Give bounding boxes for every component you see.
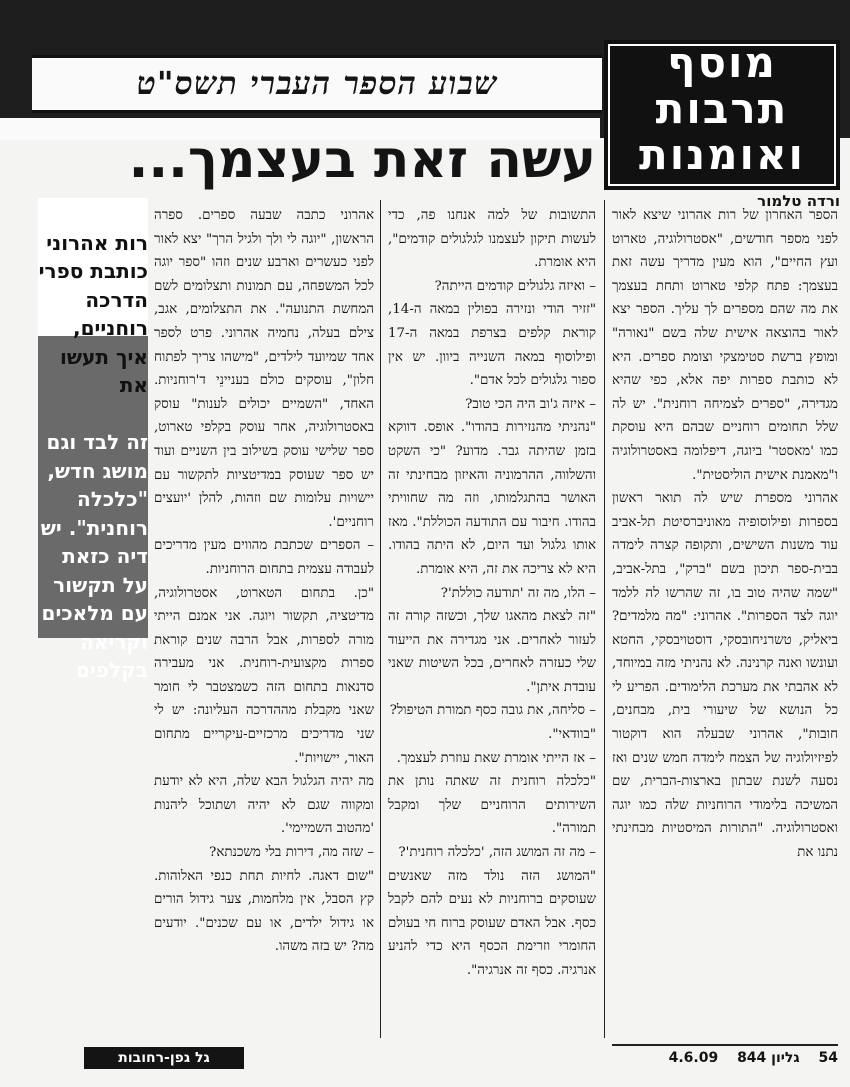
- article-column-1: הספר האחרון של רות אהרוני שיצא לאור לפני מספר חודשים, "אסטרולוגיה, טארוט ועץ החיים", הוא מעין מדריך עשה זאת בעצמך: פתח קלפי טארוט ותחת בעצמך את מה שהם מספרים לך עליך. הספר יצא לאור בהוצאה אישית שלה בשם "נאורה" ומופץ ברשת סטימצקי וצומת ספרים. היא לא כותבת ספרות יפה אלא, כפי שהיא מגדירה, "ספרים לצמיחה רוחנית". יש לה שלל תחומים רוחניים שבהם היא עוסקת כמו 'מאסטר' ביוגה, דיפלומה באסטרולוגיה ו"מאמנת אישית הוליסטית". אהרוני מספרת שיש לה תואר ראשון בספרות ופילוסופיה מאוניברסיטת תל-אביב עוד משנות השישים, ותקופה קצרה לימדה בבית-ספר תיכון בשם "ברק", בתל-אביב, "שמה שהיה טוב בו, זה שהרשו לה ללמד יוגה לצד הספרות". אהרוני: "מה מלמדים? ביאליק, טשרניחובסקי, דוסטויבסקי, החטא ועונשו ואנה קרנינה. לא נהניתי מזה במיוחד, לא אהבתי את מערכת הלימודים. הפריע לי כל הנושא של שיעורי בית, מבחנים, חובות", אהרוני שבעלה הוא דוקטור לפיזיולוגיה של הצמח לימדה חמש שנים ואז נסעה לשנת שבתון בארצות-הברית, שם המשיכה בלימודי הרוחניות שלה כמו יוגה ואסטרולוגיה. "התורות המיסטיות מבחינתי נתנו את: [612, 208, 838, 861]
- logo-frame: [608, 44, 836, 186]
- column-rule-1: [604, 200, 605, 1038]
- column-rule-2: [380, 200, 381, 1038]
- issue-label: גליון 844: [737, 1050, 800, 1066]
- logo-line-3: ואומנות: [639, 130, 805, 179]
- supplement-logo: [604, 40, 840, 190]
- issue-date: 4.6.09: [668, 1050, 719, 1066]
- article-headline: עשה זאת בעצמך...: [128, 130, 596, 190]
- article-byline: ורדה טלמור: [757, 192, 840, 210]
- logo-line-1: מוסף: [667, 38, 777, 87]
- article-column-3: אהרוני כתבה שבעה ספרים. ספרה הראשון, "יוגה לי ולך ולגיל הרך" יצא לאור לפני כעשרים וארבע שנים וזהו "ספר יוגה לכל המשפחה, עם תמונות ותצלומים לשם המחשת התנועה". את התצלומים, אגב, צילם בעלה, נחמיה אהרוני. פרט לספר אחד שמיועד לילדים, "מישהו צריך לפתוח חלון", עוסקים כולם בעניינֵי ד'רוחניות. האחד, "השמיים יכולים לענות" עוסק באסטרולוגיה, אחר עוסק בקלפי טארוט, ספר שלישי עוסק בשילוב בין השניים ועוד יש ספר שעוסק במדיטציות לתקשור עם יישויות עלומות שם וזהות, להלן 'יועצים רוחניים'. – הספרים שכתבת מהווים מעין מדריכים לעבודה עצמית בתחום הרוחניות. "כן. בתחום הטארוט, אסטרולוגיה, מדיטציה, תקשור ויוגה. אני אמנם הייתי מורה לספרות, אבל הרבה שנים קוראת ספרות מקצועית-רוחנית. אני מעבירה סדנאות בתחום הזה כשמצטבר לי חומר שאני מקבלת מההדרכה העליונה: יש לי שני מדריכים מרכזיים-עיקריים מתחום האור, יישויות". מה יהיה הגלגול הבא שלה, היא לא יודעת ומקווה שגם לא יהיה ושתוכל ליהנות 'מהטוב השמיימי'. – שזה מה, דירות בלי משכנתא? "שום דאגה. לחיות תחת כנפי האלוהות. קץ הסבל, אין מלחמות, צער גידול הורים או גידול ילדים, או עם שכנים". יודעים מה? יש בזה משהו.: [154, 208, 374, 955]
- page-number: 54: [818, 1050, 838, 1066]
- sidebar-body: זה לבד וגם מושג חדש, "כלכלה רוחנית". יש דיה כזאת על תקשור עם מלאכים וקריאה בקלפים: [40, 430, 148, 682]
- sidebar-lead: רות אהרוני כותבת ספרי הדרכה רוחניים, איך תעשו את: [38, 230, 148, 397]
- sidebar-text: [38, 200, 148, 713]
- section-banner: שבוע הספר העברי תשס"ט: [32, 55, 602, 113]
- photo-credit: גל גפן-רחובות: [84, 1047, 244, 1069]
- page-footer: [612, 1044, 838, 1070]
- article-column-2: התשובות של למה אנחנו פה, כדי לעשות תיקון לעצמנו לגלגולים קודמים", היא אומרת. – ואיזה גלגולים קודמים הייתה? "זזיר הודי ונזירה בפולין במאה ה-14, קוראת קלפים בצרפת במאה ה-17 ופילוסוף במאה השנייה ביוון. יש אין ספור גלגולים לכל אדם". – איזה ג'וב היה הכי טוב? "נהניתי מהנזירות בהודו". אופס. דווקא בזמן שהיתה גבר. מדוע? "כי השקט והשלווה, ההרמוניה והאיזון מבחינתי זה האושר בהתגלמותו, וזה מה שחוויתי בהודו. חיבור עם התודעה הכוללת". מאז אותו גלגול ועד היום, לא היתה בהודו. היא לא צריכה את זה, היא אומרת. – הלו, מה זה 'תודעה כוללת'? "זה לצאת מהאגו שלך, וכשזה קורה זה לעזור לאחרים. אני מגדירה את הייעוד שלי כעזרה לאחרים, בכל השיטות שאני עובדת איתן". – סליחה, את גובה כסף תמורת הטיפול? "בוודאי". – אז הייתי אומרת שאת עוזרת לעצמך. "כלכלה רוחנית זה שאתה נותן את השירותים הרוחניים שלך ומקבל תמורה". – מה זה המושג הזה, 'כלכלה רוחנית'? "המושג הזה נולד מזה שאנשים שעוסקים ברוחניות לא נעים להם לקבל כסף. אבל האדם שעוסק ברוח חי בעולם החומרי וזרימת הכסף היא כדי להניע אנרגיה. כסף זה אנרגיה".: [388, 208, 596, 978]
- logo-line-2: תרבות: [655, 84, 789, 133]
